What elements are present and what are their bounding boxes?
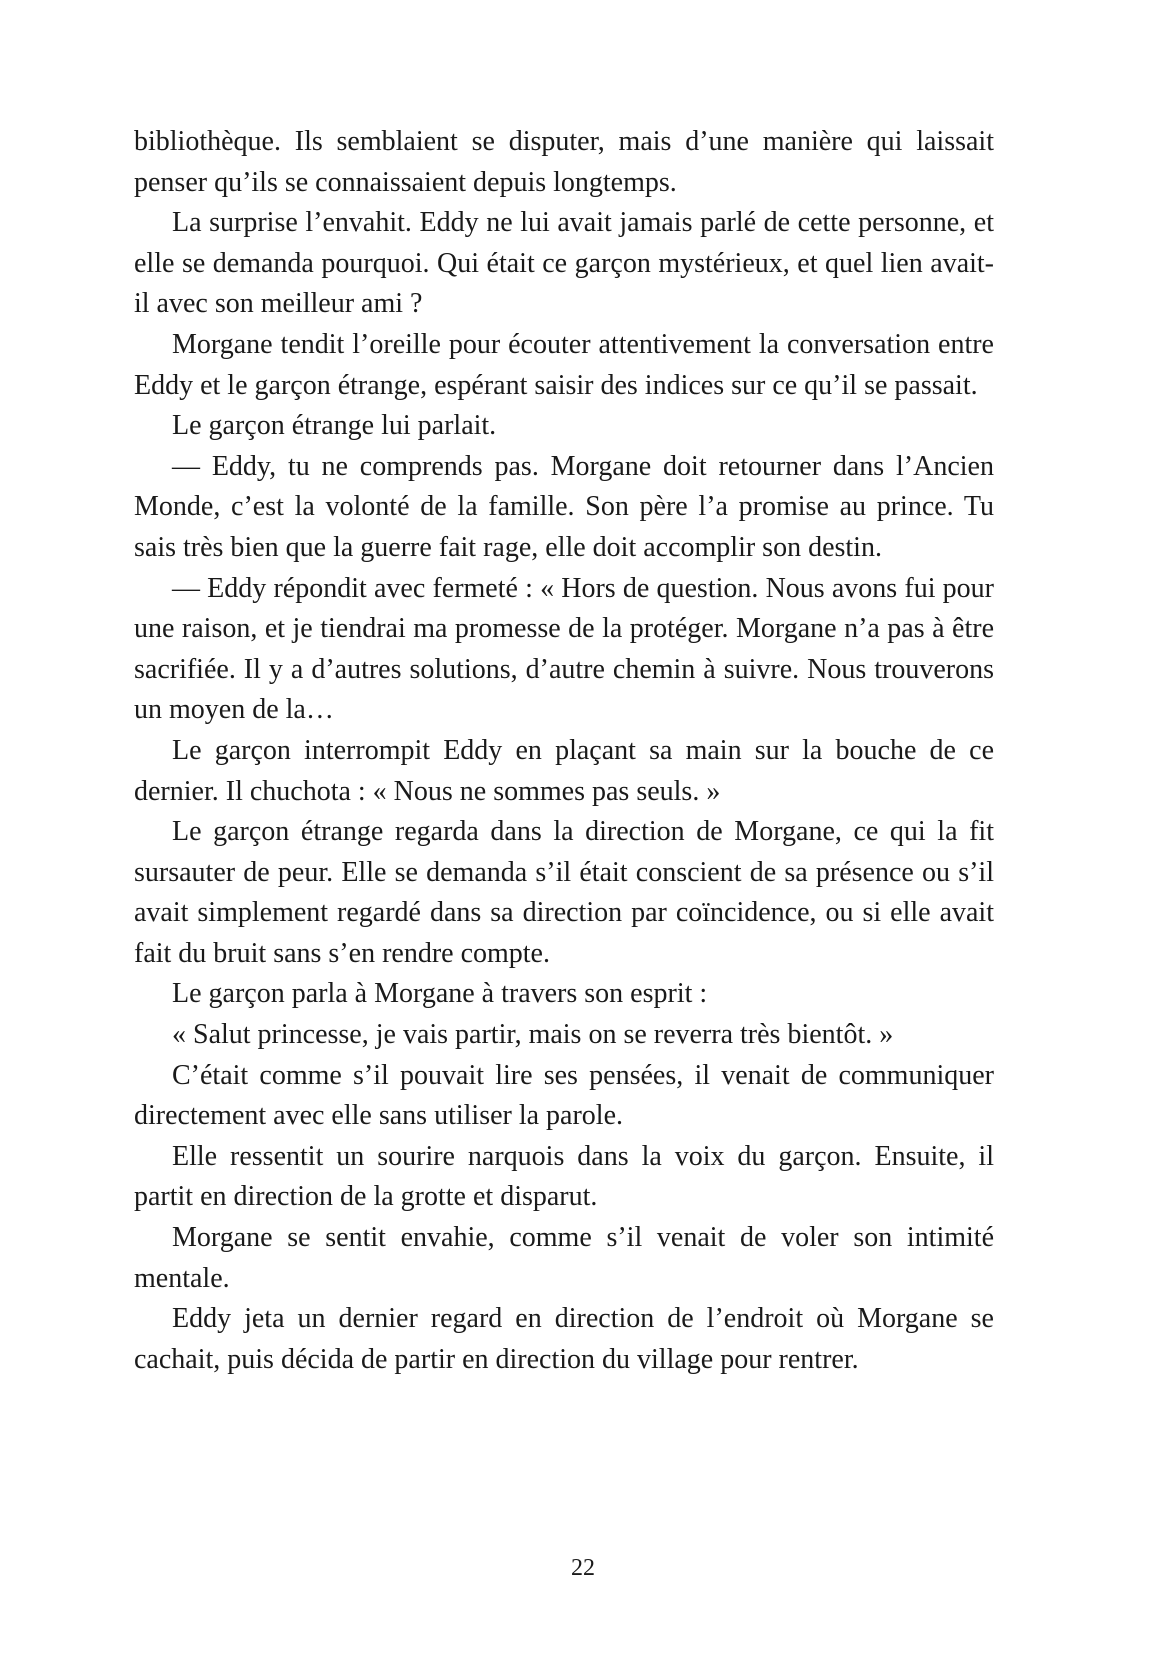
- paragraph-4: Le garçon étrange lui parlait.: [172, 410, 497, 442]
- paragraph-5: — Eddy, tu ne comprends pas. Morgane doit retourner dans l’Ancien Monde, c’est la volonté de la famille. Son père l’a promise au prince. Tu sais très bien que la guerre fait rage, elle doit accomplir son destin.: [134, 450, 994, 563]
- page-number: 22: [571, 1555, 595, 1581]
- paragraph-1: bibliothèque. Ils semblaient se disputer, mais d’une manière qui laissait penser qu’ils se connaissaient depuis longtemps.: [134, 126, 994, 198]
- paragraph-6: — Eddy répondit avec fermeté : « Hors de question. Nous avons fui pour une raison, et je tiendrai ma promesse de la protéger. Morgane n’a pas à être sacrifiée. Il y a d’autres solutions, d’autre chemin à suivre. Nous trouverons un moyen de la…: [134, 572, 994, 726]
- paragraph-7: Le garçon interrompit Eddy en plaçant sa main sur la bouche de ce dernier. Il chuchota : « Nous ne sommes pas seuls. »: [134, 734, 994, 807]
- paragraph-3: Morgane tendit l’oreille pour écouter attentivement la conversation entre Eddy et le garçon étrange, espérant saisir des indices sur ce qu’il se passait.: [134, 328, 994, 401]
- paragraph-14: Eddy jeta un dernier regard en direction de l’endroit où Morgane se cachait, puis décida de partir en direction du village pour rentrer.: [134, 1303, 994, 1375]
- paragraph-9: Le garçon parla à Morgane à travers son esprit :: [172, 978, 708, 1010]
- paragraph-13: Morgane se sentit envahie, comme s’il venait de voler son intimité mentale.: [134, 1222, 994, 1294]
- paragraph-12: Elle ressentit un sourire narquois dans la voix du garçon. Ensuite, il partit en direction de la grotte et disparut.: [134, 1140, 994, 1213]
- body-text: [134, 122, 994, 1380]
- paragraph-10: « Salut princesse, je vais partir, mais on se reverra très bientôt. »: [172, 1019, 894, 1051]
- paragraph-8: Le garçon étrange regarda dans la direction de Morgane, ce qui la fit sursauter de peur. Elle se demanda s’il était conscient de sa présence ou s’il avait simplement regardé dans sa direction par coïncidence, ou si elle avait fait du bruit sans s’en rendre compte.: [134, 816, 994, 969]
- paragraph-2: La surprise l’envahit. Eddy ne lui avait jamais parlé de cette personne, et elle se demanda pourquoi. Qui était ce garçon mystérieux, et quel lien avait-il avec son meilleur ami ?: [134, 207, 994, 320]
- paragraph-11: C’était comme s’il pouvait lire ses pensées, il venait de communiquer directement avec elle sans utiliser la parole.: [134, 1059, 994, 1132]
